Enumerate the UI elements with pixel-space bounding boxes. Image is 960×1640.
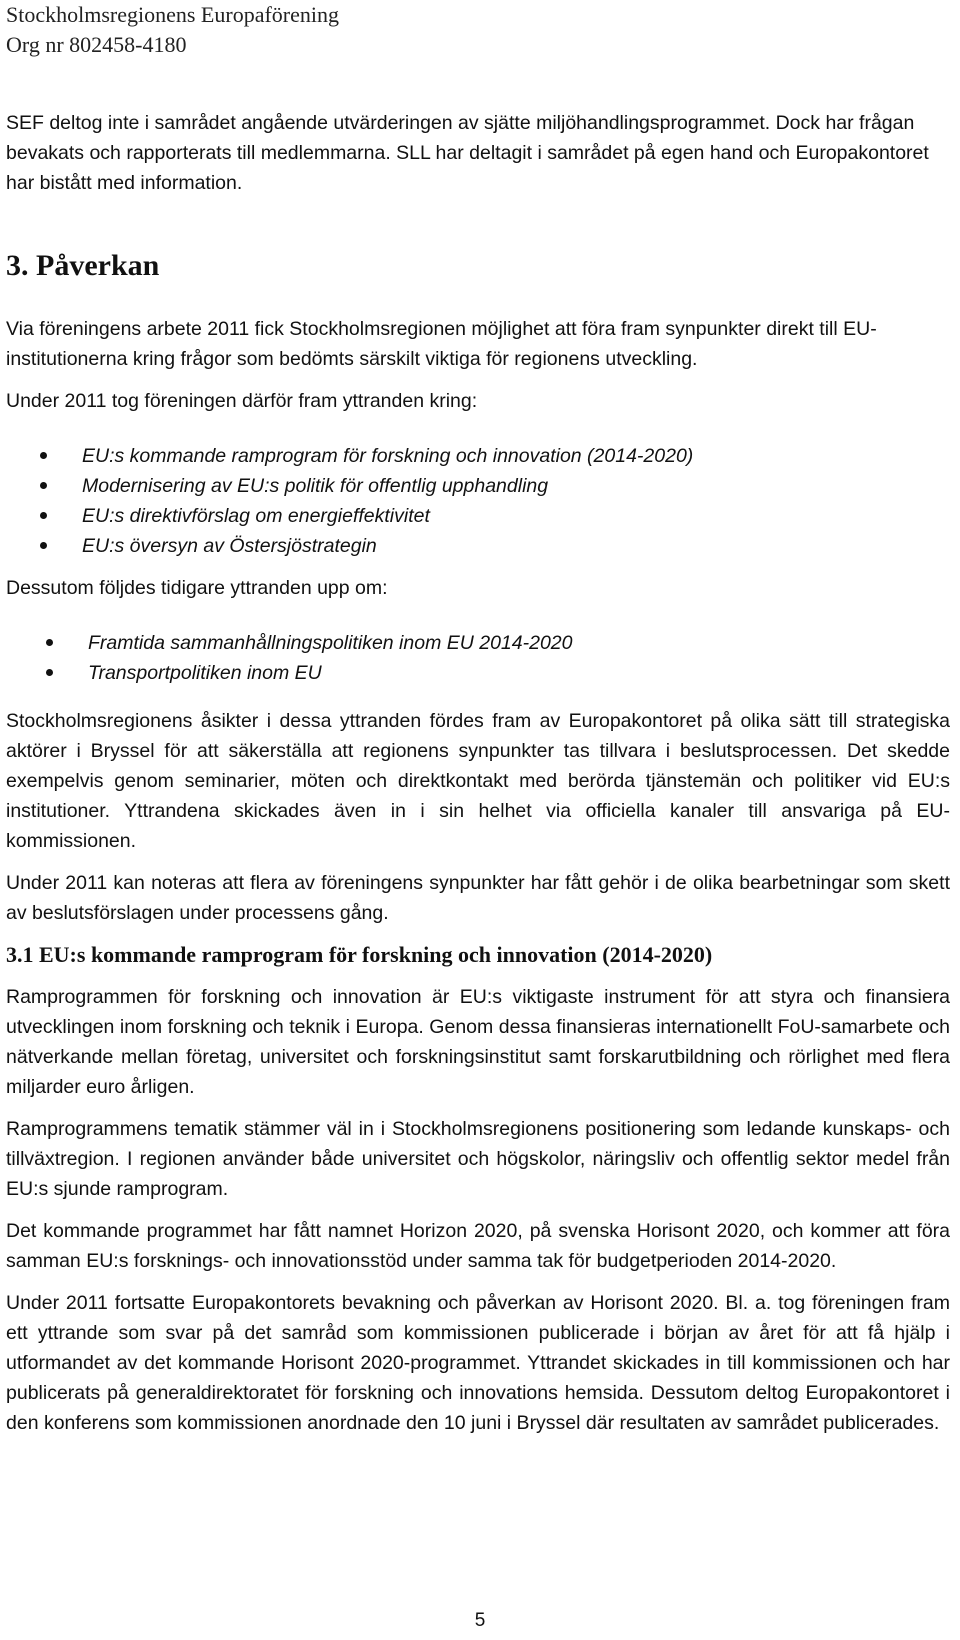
page-header <box>6 0 339 60</box>
org-number: Org nr 802458-4180 <box>6 32 187 57</box>
section-3-1-paragraph-2: Ramprogrammens tematik stämmer väl in i Stockholmsregionens positionering som ledande kunskaps- och tillväxtregion. I regionen använder både universitet och högskolor, näringsliv och offentlig sektor medel från EU:s sjunde ramprogram. <box>6 1118 950 1200</box>
section-3-paragraph-2: Under 2011 tog föreningen därför fram yttranden kring: <box>6 390 478 412</box>
bullet-icon <box>40 512 47 519</box>
followup-list <box>6 628 950 688</box>
page-number: 5 <box>474 1610 486 1631</box>
section-3-paragraph-4: Stockholmsregionens åsikter i dessa yttranden fördes fram av Europakontoret på olika sätt till strategiska aktörer i Bryssel för att säkerställa att regionens synpunkter tas tillvara i beslutsprocessen. Det skedde exempelvis genom seminarier, möten och direktkontakt med berörda tjänstemän och politiker vid EU:s institutioner. Yttrandena skickades även in i sin helhet via officiella kanaler till ansvariga på EU-kommissionen. <box>6 710 950 852</box>
section-3-paragraph-1: Via föreningens arbete 2011 fick Stockholmsregionen möjlighet att föra fram synpunkter direkt till EU-institutionerna kring frågor som bedömts särskilt viktiga för regionens utveckling. <box>6 318 877 370</box>
list-item: Framtida sammanhållningspolitiken inom EU 2014-2020 <box>6 628 950 658</box>
section-3-paragraph-5: Under 2011 kan noteras att flera av föreningens synpunkter har fått gehör i de olika bearbetningar som skett av beslutsförslagen under processens gång. <box>6 872 950 924</box>
bullet-icon <box>40 482 47 489</box>
section-3-paragraph-3: Dessutom följdes tidigare yttranden upp om: <box>6 577 388 599</box>
section-3-1-paragraph-3: Det kommande programmet har fått namnet Horizon 2020, på svenska Horisont 2020, och kommer att föra samman EU:s forsknings- och innovationsstöd under samma tak för budgetperioden 2014-2020. <box>6 1220 950 1272</box>
list-item: EU:s direktivförslag om energieffektivitet <box>6 501 950 531</box>
bullet-icon <box>40 452 47 459</box>
section-3-1-heading: 3.1 EU:s kommande ramprogram för forskning och innovation (2014-2020) <box>6 942 713 967</box>
bullet-icon <box>40 542 47 549</box>
bullet-icon <box>46 639 53 646</box>
section-3-heading: 3. Påverkan <box>6 249 160 282</box>
yttranden-list <box>6 441 950 561</box>
document-body <box>6 108 950 1438</box>
bullet-icon <box>46 669 53 676</box>
list-item: Modernisering av EU:s politik för offentlig upphandling <box>6 471 950 501</box>
intro-paragraph: SEF deltog inte i samrådet angående utvärderingen av sjätte miljöhandlingsprogrammet. Dock har frågan bevakats och rapporterats till medlemmarna. SLL har deltagit i samrådet på egen hand och Europakontoret har bistått med information. <box>6 112 929 194</box>
list-item: EU:s översyn av Östersjöstrategin <box>6 531 950 561</box>
list-item: Transportpolitiken inom EU <box>6 658 950 688</box>
list-item: EU:s kommande ramprogram för forskning och innovation (2014-2020) <box>6 441 950 471</box>
org-name: Stockholmsregionens Europaförening <box>6 2 339 27</box>
section-3-1-paragraph-1: Ramprogrammen för forskning och innovation är EU:s viktigaste instrument för att styra och finansiera utvecklingen inom forskning och teknik i Europa. Genom dessa finansieras internationellt FoU-samarbete och nätverkande mellan företag, universitet och forskningsinstitut samt forskarutbildning och rörlighet med flera miljarder euro årligen. <box>6 986 950 1098</box>
section-3-1-paragraph-4: Under 2011 fortsatte Europakontorets bevakning och påverkan av Horisont 2020. Bl. a. tog föreningen fram ett yttrande som svar på det samråd som kommissionen publicerade i början av året för att få hjälp i utformandet av det kommande Horisont 2020-programmet. Yttrandet skickades in till kommissionen och har publicerats på generaldirektoratet för forskning och innovations hemsida. Dessutom deltog Europakontoret i den konferens som kommissionen anordnade den 10 juni i Bryssel där resultaten av samrådet publicerades. <box>6 1292 950 1434</box>
